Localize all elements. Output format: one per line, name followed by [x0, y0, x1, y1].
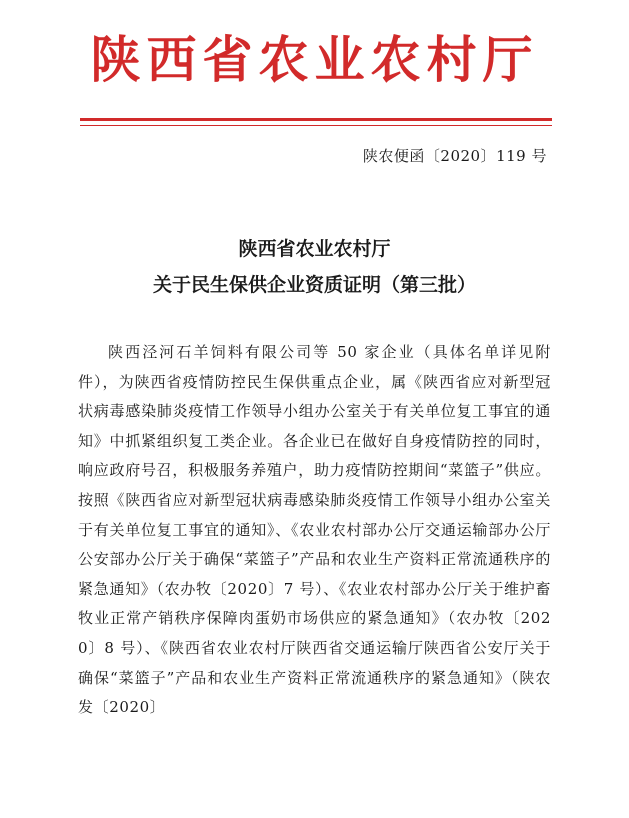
letterhead-divider-thick: [80, 118, 552, 121]
document-number: 陕农便函〔2020〕119 号: [362, 147, 547, 165]
document-title-line-2: 关于民生保供企业资质证明（第三批）: [152, 274, 476, 296]
body-paragraph: 陕西泾河石羊饲料有限公司等 50 家企业（具体名单详见附件），为陕西省疫情防控民生保供重点企业，属《陕西省应对新型冠状病毒感染肺炎疫情工作领导小组办公室关于有关单位复工事宜的通知》中抓紧组织复工类企业。各企业已在做好自身疫情防控的同时，响应政府号召，积极服务养殖户，助力疫情防控期间“菜篮子”供应。按照《陕西省应对新型冠状病毒感染肺炎疫情工作领导小组办公室关于有关单位复工事宜的通知》、《农业农村部办公厅交通运输部办公厅公安部办公厅关于确保“菜篮子”产品和农业生产资料正常流通秩序的紧急通知》（农办牧〔2020〕7 号）、《农业农村部办公厅关于维护畜牧业正常产销秩序保障肉蛋奶市场供应的紧急通知》（农办牧〔2020〕8 号）、《陕西省农业农村厅陕西省交通运输厅陕西省公安厅关于确保“菜篮子”产品和农业生产资料正常流通秩序的紧急通知》（陕农发〔2020〕: [78, 343, 551, 717]
letterhead-title: 陕西省农业农村厅: [90, 31, 539, 89]
document-title-line-1: 陕西省农业农村厅: [238, 238, 391, 260]
letterhead-divider-thin: [80, 125, 552, 126]
